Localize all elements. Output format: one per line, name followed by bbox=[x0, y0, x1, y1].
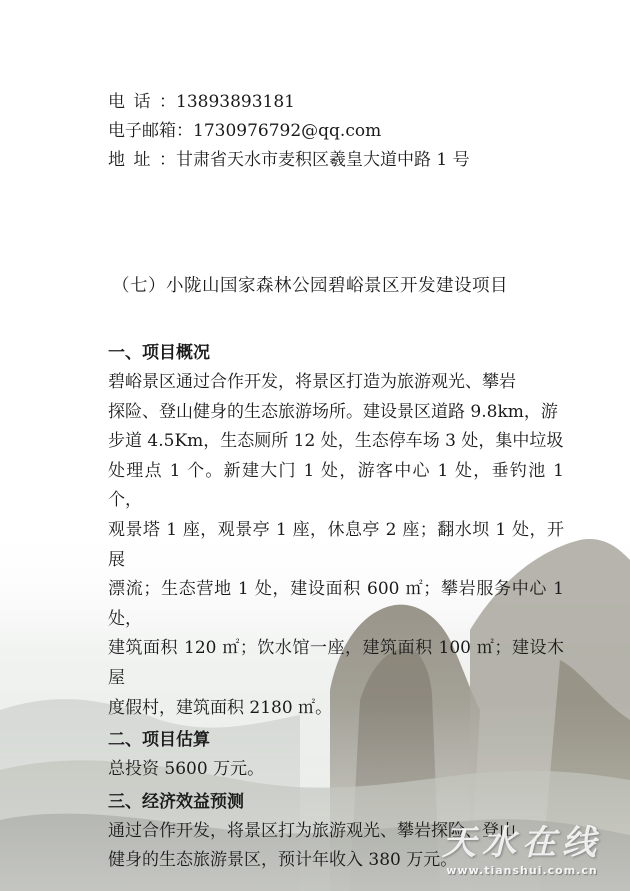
project-overview bbox=[108, 338, 564, 876]
overview-line: 处理点 1 个。新建大门 1 处，游客中心 1 处，垂钓池 1 个， bbox=[108, 460, 564, 511]
overview-line: 度假村，建筑面积 2180 ㎡。 bbox=[108, 697, 333, 718]
tianshui-watermark bbox=[442, 815, 602, 877]
overview-line: 步道 4.5Km，生态厕所 12 处，生态停车场 3 处，集中垃圾 bbox=[108, 431, 564, 452]
benefit-line: 通过合作开发，将景区打为旅游观光、攀岩探险、登山 bbox=[108, 820, 516, 841]
phone-label: 电话： bbox=[108, 92, 176, 112]
email-value: 1730976792@qq.com bbox=[193, 121, 382, 141]
email-label: 电子邮箱： bbox=[108, 121, 193, 141]
benefit-heading: 三、经济效益预测 bbox=[108, 791, 244, 812]
overview-line: 碧峪景区通过合作开发，将景区打造为旅游观光、攀岩 bbox=[108, 372, 516, 392]
email-row bbox=[108, 117, 470, 146]
contact-info bbox=[108, 88, 470, 175]
phone-value: 13893893181 bbox=[176, 92, 295, 112]
watermark-logo-text: 天水在线 bbox=[442, 823, 602, 863]
overview-line: 漂流；生态营地 1 处，建设面积 600 ㎡；攀岩服务中心 1 处， bbox=[108, 579, 564, 629]
overview-line: 建筑面积 120 ㎡；饮水馆一座，建筑面积 100 ㎡；建设木屋 bbox=[108, 638, 564, 688]
address-row bbox=[108, 146, 470, 175]
estimate-heading: 二、项目估算 bbox=[108, 730, 210, 751]
overview-line: 探险、登山健身的生态旅游场所。建设景区道路 9.8km，游 bbox=[108, 401, 558, 422]
address-value: 甘肃省天水市麦积区羲皇大道中路 1 号 bbox=[176, 150, 470, 170]
address-label: 地址： bbox=[108, 150, 176, 170]
benefit-line: 健身的生态旅游景区，预计年收入 380 万元。 bbox=[108, 850, 458, 871]
overview-line: 观景塔 1 座，观景亭 1 座，休息亭 2 座；翻水坝 1 处，开展 bbox=[108, 519, 564, 570]
section-title: （七）小陇山国家森林公园碧峪景区开发建设项目 bbox=[112, 276, 508, 296]
overview-heading: 一、项目概况 bbox=[108, 343, 210, 363]
watermark-url: www.tianshui.com.cn bbox=[446, 864, 598, 877]
phone-row bbox=[108, 88, 470, 117]
estimate-text: 总投资 5600 万元。 bbox=[108, 759, 265, 780]
